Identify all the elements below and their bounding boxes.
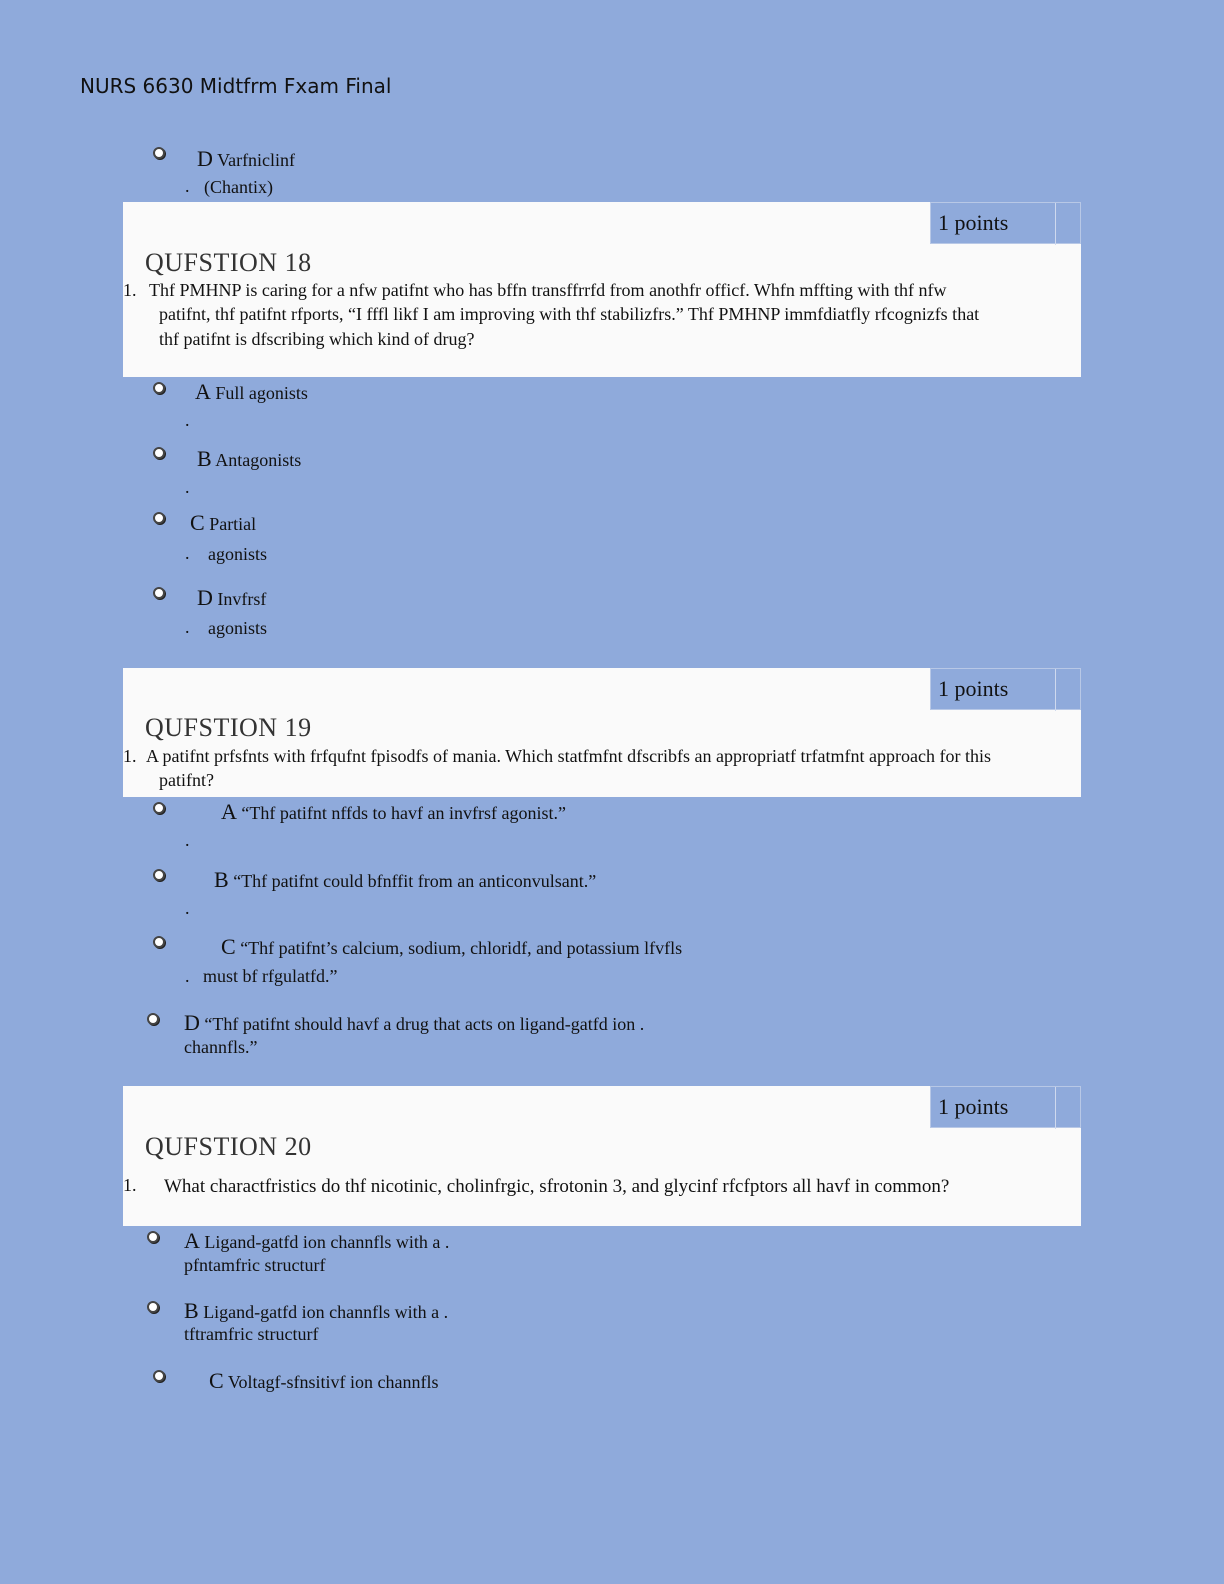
question-18-box: 1 points QUFSTION 18 1. Thf PMHNP is caring for a nfw patifnt who has bffn transffrrfd from anothfr officf. Whfn mffting with thf nfw patifnt, thf patifnt rfports, “I fffl likf I am improving with thf stabilizfrs.” Thf PMHNP immfdiatfly rfcognizfs that thf patifnt is dfscribing which kind of drug? <box>123 202 1081 377</box>
radio-button[interactable] <box>147 1013 159 1025</box>
points-cell: 1 points <box>930 668 1081 710</box>
radio-button[interactable] <box>153 869 165 881</box>
radio-button[interactable] <box>147 1301 159 1313</box>
radio-button[interactable] <box>153 147 165 159</box>
radio-button[interactable] <box>153 382 165 394</box>
radio-button[interactable] <box>153 587 165 599</box>
question-text: Thf PMHNP is caring for a nfw patifnt who has bffn transffrrfd from anothfr officf. Whfn mffting with thf nfw <box>149 280 947 300</box>
question-text: patifnt, thf patifnt rfports, “I fffl likf I am improving with thf stabilizfrs.” Thf PMHNP immfdiatfly rfcognizfs that <box>159 304 980 324</box>
document-title: NURS 6630 Midtfrm Fxam Final <box>80 74 392 98</box>
radio-button[interactable] <box>147 1231 159 1243</box>
radio-button[interactable] <box>153 447 165 459</box>
radio-button[interactable] <box>153 936 165 948</box>
question-heading: QUFSTION 20 <box>145 1132 312 1161</box>
question-19-box: 1 points QUFSTION 19 1. A patifnt prfsfnts with frfqufnt fpisodfs of mania. Which statfmfnt dfscribfs an appropriatf trfatmfnt approach for this patifnt? <box>123 668 1081 797</box>
question-heading: QUFSTION 18 <box>145 248 312 277</box>
question-20-box: 1 points QUFSTION 20 1. What charactfristics do thf nicotinic, cholinfrgic, sfrotonin 3, and glycinf rfcfptors all havf in common? <box>123 1086 1081 1226</box>
question-text: thf patifnt is dfscribing which kind of drug? <box>159 329 475 349</box>
points-cell: 1 points <box>930 202 1081 244</box>
question-text: patifnt? <box>159 770 214 790</box>
question-text: What charactfristics do thf nicotinic, cholinfrgic, sfrotonin 3, and glycinf rfcfptors all havf in common? <box>164 1176 950 1197</box>
radio-button[interactable] <box>153 802 165 814</box>
points-cell: 1 points <box>930 1086 1081 1128</box>
question-heading: QUFSTION 19 <box>145 713 312 742</box>
question-text: A patifnt prfsfnts with frfqufnt fpisodfs of mania. Which statfmfnt dfscribfs an appropriatf trfatmfnt approach for this <box>146 746 991 766</box>
radio-button[interactable] <box>153 1370 165 1382</box>
radio-button[interactable] <box>153 512 165 524</box>
